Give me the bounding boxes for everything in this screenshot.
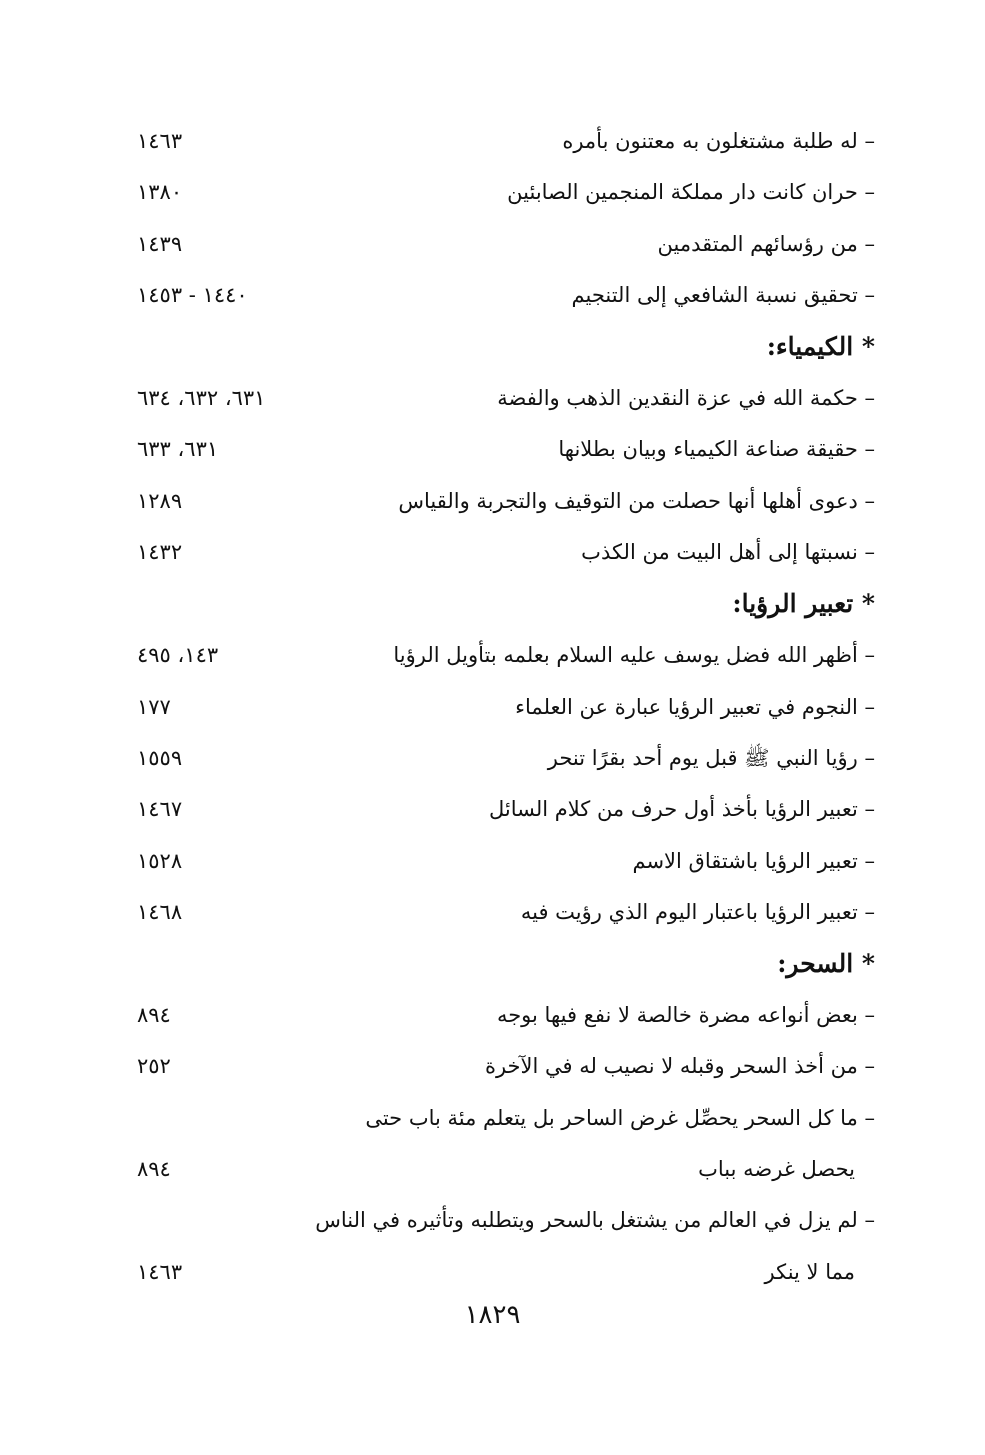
page-references: ١٤٣، ٤٩٥ [137, 643, 219, 668]
page-references: ١٤٦٣ [137, 1259, 183, 1284]
index-entry-continuation [95, 1247, 875, 1298]
index-entry [95, 476, 875, 527]
index-entry [95, 373, 875, 424]
heading-text: * تعبير الرؤيا: [732, 589, 875, 619]
page-references: ٦٣١، ٦٣٢، ٦٣٤ [137, 386, 266, 411]
index-entry [95, 270, 875, 321]
page-number: ١٨٢٩ [464, 1300, 521, 1330]
page-references: ٨٩٤ [137, 1003, 171, 1028]
entry-text: – بعض أنواعه مضرة خالصة لا نفع فيها بوجه [496, 1003, 875, 1028]
entry-text: – رؤيا النبي ﷺ قبل يوم أحد بقرًا تنحر [547, 745, 875, 770]
index-entry [95, 836, 875, 887]
index-entry [95, 424, 875, 475]
section-heading-dream-interpretation [95, 578, 875, 630]
index-entry [95, 682, 875, 733]
entry-text: مما لا ينكر [764, 1259, 855, 1284]
index-entry [95, 1093, 875, 1144]
section-heading-alchemy [95, 321, 875, 373]
page-references: ١٤٣٩ [137, 231, 183, 256]
index-entry [95, 784, 875, 835]
entry-text: يحصل غرضه بباب [698, 1157, 855, 1182]
entry-text: – حكمة الله في عزة النقدين الذهب والفضة [497, 386, 875, 411]
entry-text: – تعبير الرؤيا باعتبار اليوم الذي رؤيت فيه [520, 899, 875, 924]
page-references: ١٤٦٣ [137, 129, 183, 153]
page-references: ٢٥٢ [137, 1054, 171, 1079]
index-entry [95, 116, 875, 167]
heading-text: * الكيمياء: [766, 332, 875, 362]
page-references: ٨٩٤ [137, 1157, 171, 1182]
page-references: ١٣٨٠ [137, 180, 183, 205]
entry-text: – نسبتها إلى أهل البيت من الكذب [581, 540, 875, 565]
index-entry-continuation [95, 1144, 875, 1195]
entry-text: – من رؤسائهم المتقدمين [657, 231, 875, 256]
index-entry [95, 219, 875, 270]
entry-text: – دعوى أهلها أنها حصلت من التوقيف والتجربة والقياس [398, 488, 875, 513]
entry-text: – له طلبة مشتغلون به معتنون بأمره [562, 129, 875, 153]
entry-text: – حقيقة صناعة الكيمياء وبيان بطلانها [558, 437, 875, 462]
entry-text: – تعبير الرؤيا بأخذ أول حرف من كلام السائل [488, 797, 875, 822]
index-entry [95, 1195, 875, 1246]
page-references: ١٥٥٩ [137, 745, 183, 770]
entry-text: – حران كانت دار مملكة المنجمين الصابئين [507, 180, 875, 205]
index-entry [95, 733, 875, 784]
page-references: ١٥٢٨ [137, 848, 183, 873]
entry-text: – من أخذ السحر وقبله لا نصيب له في الآخرة [484, 1054, 875, 1079]
index-entry [95, 167, 875, 218]
index-entry [95, 527, 875, 578]
entry-text: – لم يزل في العالم من يشتغل بالسحر ويتطلبه وتأثيره في الناس [315, 1208, 875, 1233]
index-entry [95, 887, 875, 938]
page-references: ٦٣١، ٦٣٣ [137, 437, 219, 462]
index-entry [95, 1041, 875, 1092]
entry-text: – تحقيق نسبة الشافعي إلى التنجيم [571, 282, 875, 307]
page-references: ١٤٣٢ [137, 540, 183, 565]
page-references: ١٧٧ [137, 694, 171, 719]
page-references: ١٤٦٨ [137, 899, 183, 924]
section-heading-sorcery [95, 938, 875, 990]
heading-text: * السحر: [777, 949, 875, 979]
entry-text: – النجوم في تعبير الرؤيا عبارة عن العلماء [515, 694, 875, 719]
page-references: ١٢٨٩ [137, 488, 183, 513]
page-references: ١٤٦٧ [137, 797, 183, 822]
index-entry [95, 630, 875, 681]
page-references: ١٤٤٠ - ١٤٥٣ [137, 282, 248, 307]
entry-text: – أظهر الله فضل يوسف عليه السلام بعلمه بتأويل الرؤيا [393, 643, 875, 668]
entry-text: – تعبير الرؤيا باشتقاق الاسم [632, 848, 875, 873]
index-entry [95, 990, 875, 1041]
entry-text: – ما كل السحر يحصِّل غرض الساحر بل يتعلم مئة باب حتى [365, 1105, 875, 1130]
index-entries [95, 116, 875, 1298]
